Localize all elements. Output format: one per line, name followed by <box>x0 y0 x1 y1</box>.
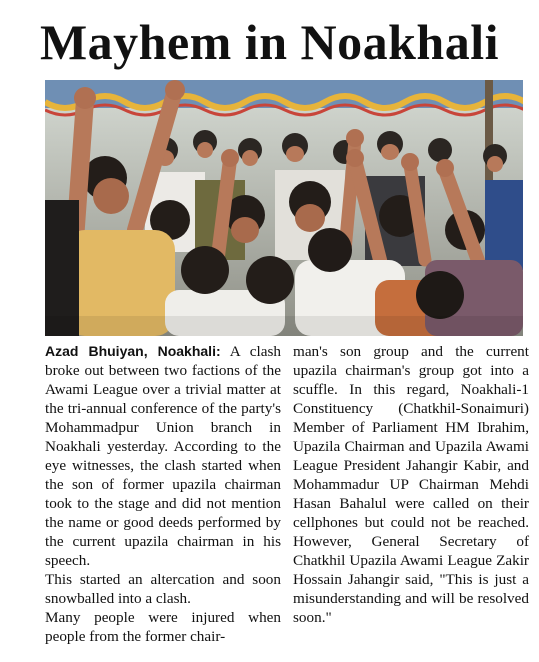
front-person-head <box>308 228 352 272</box>
crowd-body-blue <box>485 180 523 270</box>
article-paragraph: Many people were injured when people from the former chair- <box>45 609 281 645</box>
paragraph-text: A clash broke out between two factions of the Awami League over a trivial matter at the tri-annual conference of the party's Mohammadpur Union branch in Noakhali yesterday. According to the eye witnesses, the clash started when the son of former upazila chairman took to the stage and did not mention the name or good deeds performed by the current upazila chairman in his speech. <box>45 343 281 569</box>
front-person-head <box>416 271 464 319</box>
article-column-2 <box>293 342 529 646</box>
front-person-head <box>246 256 294 304</box>
article-column-1 <box>45 342 281 646</box>
front-person-dark-shirt <box>45 200 79 336</box>
article-paragraph <box>45 342 281 570</box>
article-paragraph: man's son group and the current upazila chairman's group got into a scuffle. In this regard, Noakhali-1 Constituency (Chatkhil-Sonaimuri) Member of Parliament HM Ibrahim, Upazila Chairman and Upazila Awami League President Jahangir Kabir, and Mohammadur UP Chairman Mehdi Hasan Bahalul were called on their cellphones but could not be reached. However, General Secretary of Chatkhil Upazila Awami League Zakir Hossain Jahangir said, "This is just a misunderstanding and will be resolved soon." <box>293 343 529 626</box>
ground-shadow <box>45 316 523 336</box>
front-person-head <box>181 246 229 294</box>
article-paragraph: This started an altercation and soon snowballed into a clash. <box>45 571 281 607</box>
article-body <box>45 342 529 646</box>
news-photo <box>45 80 523 336</box>
headline: Mayhem in Noakhali <box>39 14 500 70</box>
byline: Azad Bhuiyan, Noakhali: <box>45 343 221 359</box>
crowd-photo-illustration <box>45 80 523 336</box>
